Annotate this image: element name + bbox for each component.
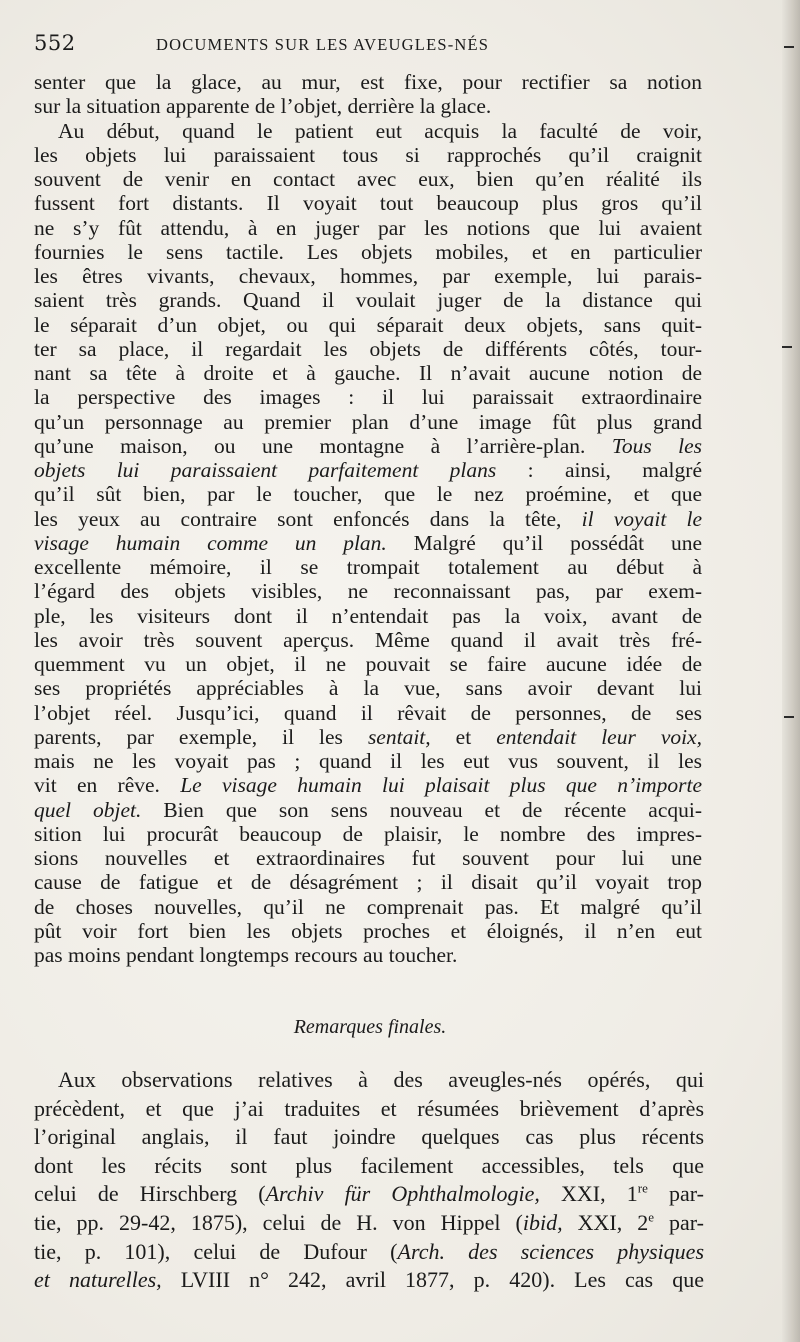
text-run: tie, p. 101), celui de Dufour ( xyxy=(34,1238,398,1264)
text-line xyxy=(34,434,702,458)
text-line: sions nouvelles et extraordinaires fut souvent pour lui une xyxy=(34,846,702,870)
margin-mark xyxy=(782,346,792,348)
text-line: qu’il sût bien, par le toucher, que le nez proémine, et que xyxy=(34,482,702,507)
text-run: vit en rêve. xyxy=(34,773,160,798)
text-run: XXI, 2 xyxy=(562,1209,649,1235)
italic-run: entendait leur voix, xyxy=(496,724,703,749)
superscript: e xyxy=(648,1209,654,1225)
text-run: Bien que son sens nouveau et de récente acqui- xyxy=(163,797,703,822)
margin-mark xyxy=(784,716,794,718)
text-line: pût voir fort bien les objets proches et éloignés, il n’en eut xyxy=(34,918,702,943)
text-line: le séparait d’un objet, ou qui séparait deux objets, sans quit- xyxy=(34,312,702,337)
text-line: l’original anglais, il faut joindre quelques cas plus récents xyxy=(34,1124,704,1150)
text-line: précèdent, et que j’ai traduites et résumées brièvement d’après xyxy=(34,1095,704,1121)
text-run: LVIII n° 242, avril 1877, p. 420). Les cas que xyxy=(161,1267,704,1293)
text-run: XXI, 1 xyxy=(539,1181,638,1207)
text-line: qu’un personnage au premier plan d’une image fût plus grand xyxy=(34,409,702,434)
text-run: les yeux au contraire sont enfoncés dans la tête, xyxy=(34,506,562,531)
page-binding-edge xyxy=(782,0,800,1342)
text-line: senter que la glace, au mur, est fixe, pour rectifier sa notion xyxy=(34,70,702,94)
text-line: ses propriétés appréciables à la vue, sans avoir devant lui xyxy=(34,676,702,701)
margin-mark xyxy=(784,46,794,48)
text-line: fussent fort distants. Il voyait tout beaucoup plus gros qu’il xyxy=(34,191,702,216)
text-line: excellente mémoire, il se trompait totalement au début à xyxy=(34,555,702,579)
text-line: souvent de venir en contact avec eux, bien qu’en réalité ils xyxy=(34,167,702,191)
running-title: DOCUMENTS SUR LES AVEUGLES-NÉS xyxy=(156,35,490,54)
text-line xyxy=(34,1266,704,1295)
text-run: parents, par exemple, il les xyxy=(34,724,343,749)
text-line: sur la situation apparente de l’objet, derrière la glace. xyxy=(34,94,492,119)
italic-run: sentait, xyxy=(367,724,431,749)
italic-run: Arch. des sciences physiques xyxy=(397,1238,704,1264)
text-line: les êtres vivants, chevaux, hommes, par exemple, lui parais- xyxy=(34,264,702,288)
text-run: par- xyxy=(654,1209,704,1235)
text-run: et xyxy=(455,724,472,749)
superscript: re xyxy=(637,1181,648,1197)
text-line xyxy=(34,531,702,555)
text-line: la perspective des images : il lui paraissait extraordinaire xyxy=(34,385,702,410)
italic-run: objets lui paraissaient parfaitement plans xyxy=(34,458,497,482)
text-line xyxy=(34,458,702,482)
running-head xyxy=(34,31,724,61)
text-run: Malgré qu’il possédât une xyxy=(413,530,702,555)
text-line: l’objet réel. Jusqu’ici, quand il rêvait de personnes, de ses xyxy=(34,700,702,725)
text-line xyxy=(34,1180,704,1209)
italic-run: Le visage humain lui plaisait plus que n’importe xyxy=(180,773,702,798)
text-line: les avoir très souvent aperçus. Même quand il avait très fré- xyxy=(34,627,702,652)
italic-run: et naturelles, xyxy=(34,1267,162,1293)
text-line: fournies le sens tactile. Les objets mobiles, et en particulier xyxy=(34,239,702,264)
text-line xyxy=(34,725,702,749)
text-line: quemment vu un objet, il ne pouvait se faire aucune idée de xyxy=(34,652,702,676)
section-title: Remarques finales. xyxy=(293,1016,447,1038)
text-run: : ainsi, malgré xyxy=(527,458,702,482)
page-number: 552 xyxy=(34,31,76,55)
text-line: cause de fatigue et de désagrément ; il disait qu’il voyait trop xyxy=(34,870,702,895)
text-run: qu’une maison, ou une montagne à l’arrière-plan. xyxy=(34,433,586,458)
text-run: par- xyxy=(647,1181,704,1207)
italic-run: ibid, xyxy=(522,1209,563,1235)
italic-run: quel objet. xyxy=(34,797,142,822)
final-remarks-text xyxy=(34,1066,704,1295)
text-line: Au début, quand le patient eut acquis la faculté de voir, xyxy=(58,118,702,143)
text-line: l’égard des objets visibles, ne reconnaissant pas, par exem- xyxy=(34,579,702,604)
text-line: ple, les visiteurs dont il n’entendait pas la voix, avant de xyxy=(34,603,702,628)
text-line: pas moins pendant longtemps recours au toucher. xyxy=(34,943,458,967)
text-line: Aux observations relatives à des aveugles-nés opérés, qui xyxy=(58,1067,704,1092)
text-line xyxy=(34,773,702,797)
text-line: sition lui procurât beaucoup de plaisir, le nombre des impres- xyxy=(34,821,702,846)
text-line: mais ne les voyait pas ; quand il les eut vus souvent, il les xyxy=(34,749,702,773)
text-line: ter sa place, il regardait les objets de différents côtés, tour- xyxy=(34,336,702,361)
main-text xyxy=(34,70,702,967)
italic-run: visage humain comme un plan. xyxy=(34,530,387,555)
text-line xyxy=(34,507,702,531)
text-line: nant sa tête à droite et à gauche. Il n’avait aucune notion de xyxy=(34,361,702,385)
italic-run: il voyait le xyxy=(581,506,702,531)
italic-run: Archiv für Ophthalmologie, xyxy=(265,1181,540,1207)
text-line: les objets lui paraissaient tous si rapprochés qu’il craignit xyxy=(34,142,702,167)
text-line xyxy=(34,798,702,822)
text-line: saient très grands. Quand il voulait juger de la distance qui xyxy=(34,288,702,313)
text-line: ne s’y fût attendu, à en juger par les notions que lui avaient xyxy=(34,215,702,240)
text-line xyxy=(34,1209,704,1238)
text-line: dont les récits sont plus facilement accessibles, tels que xyxy=(34,1152,704,1178)
italic-run: Tous les xyxy=(611,433,703,458)
text-line: de choses nouvelles, qu’il ne comprenait pas. Et malgré qu’il xyxy=(34,894,702,919)
text-run: tie, pp. 29-42, 1875), celui de H. von Hippel ( xyxy=(34,1209,523,1235)
text-run: celui de Hirschberg ( xyxy=(34,1181,266,1207)
text-line xyxy=(34,1238,704,1267)
